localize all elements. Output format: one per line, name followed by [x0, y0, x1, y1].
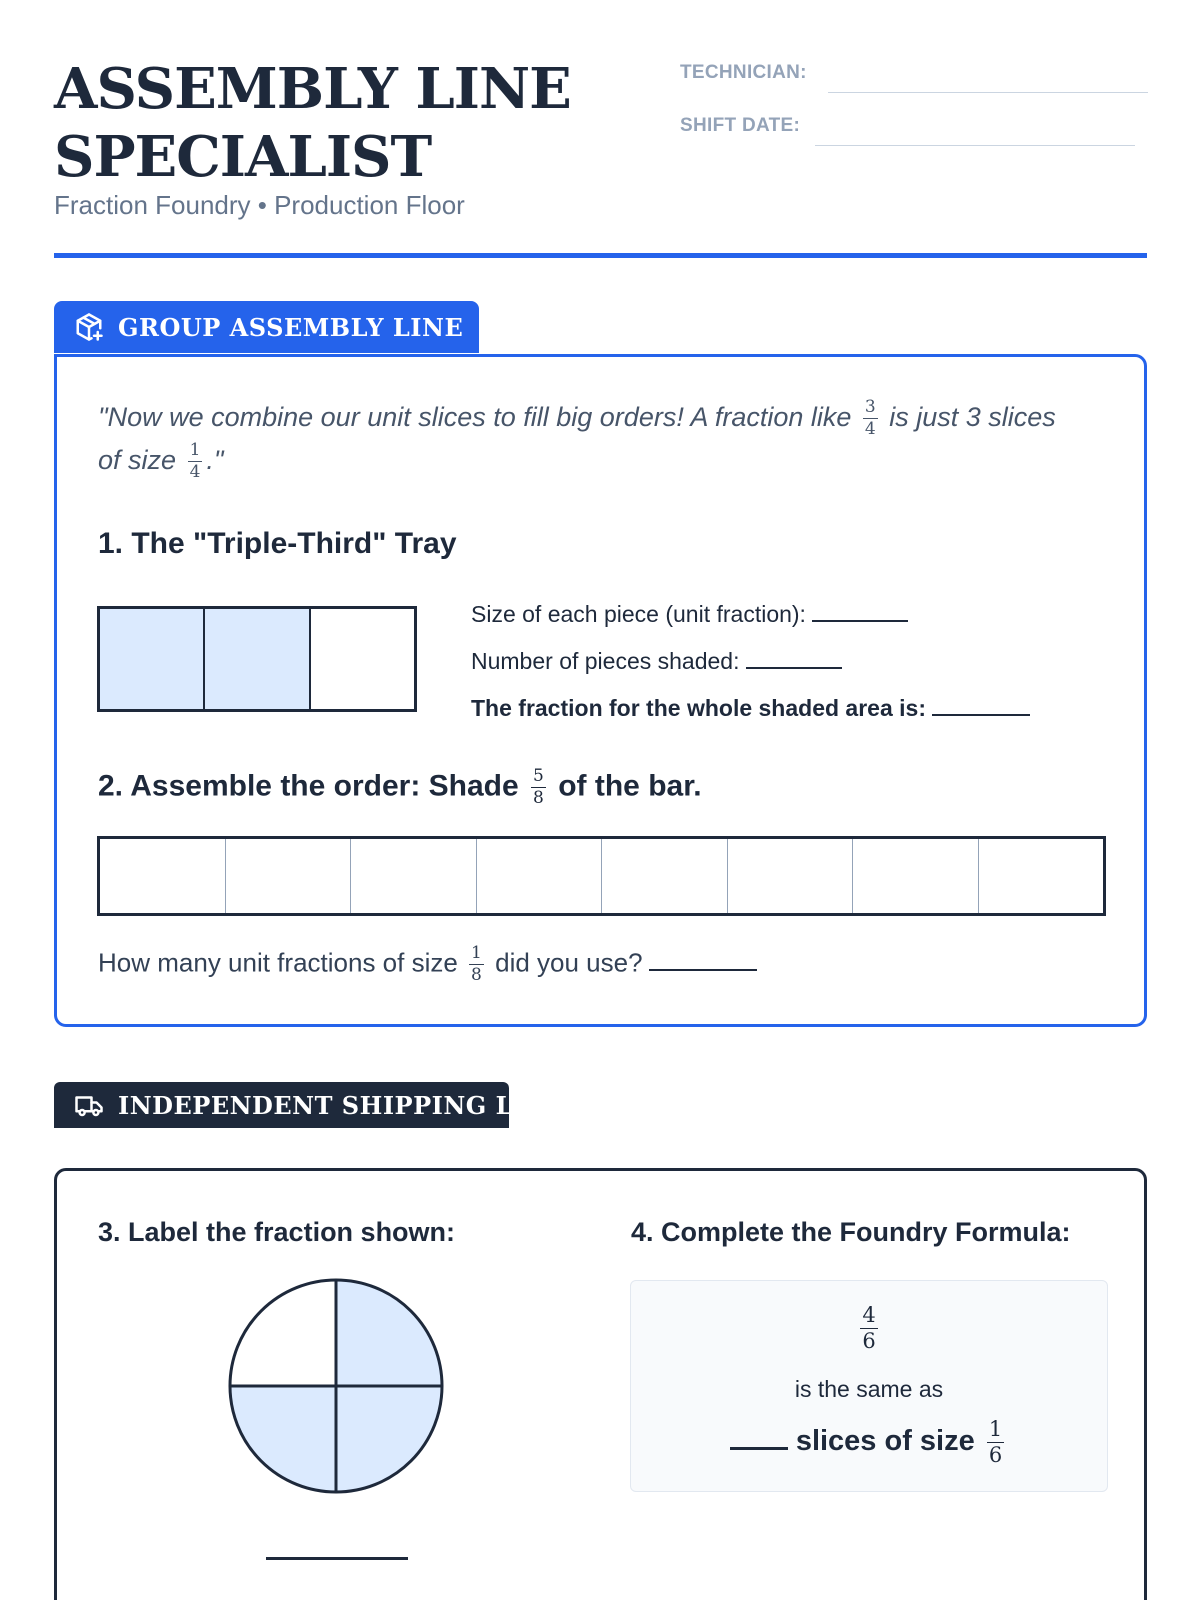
q1-pieces-prompt — [471, 647, 842, 675]
bar-segment[interactable] — [351, 839, 477, 913]
fraction-3-4: $\frac{3}{4}$ — [864, 397, 876, 440]
formula-slices-line — [631, 1419, 1107, 1466]
title-line-1: ASSEMBLY LINE — [54, 56, 571, 122]
formula-fraction-1-6: $\frac{1}{6}$ — [988, 1417, 1003, 1467]
tray-cell — [205, 609, 310, 709]
bar-segment[interactable] — [728, 839, 854, 913]
q1-whole-fraction-blank[interactable] — [932, 694, 1030, 716]
fraction-1-4: $\frac{1}{4}$ — [189, 440, 201, 483]
formula-slices-text: slices of size — [795, 1425, 975, 1458]
quote-text-1: "Now we combine our unit slices to fill big orders! A fraction like — [98, 402, 852, 432]
bar-segment[interactable] — [979, 839, 1104, 913]
q1-line-3-text: The fraction for the whole shaded area is: — [471, 695, 926, 721]
q1-whole-fraction-prompt — [471, 694, 1030, 722]
q2-heading-text-2: of the bar. — [558, 769, 702, 803]
technician-label: TECHNICIAN: — [680, 62, 807, 83]
q1-line-1-text: Size of each piece (unit fraction): — [471, 601, 806, 627]
intro-quote — [98, 396, 1058, 482]
page-title — [54, 55, 571, 191]
fraction-5-8: $\frac{5}{8}$ — [533, 766, 544, 808]
bar-segment[interactable] — [226, 839, 352, 913]
q1-line-2-text: Number of pieces shaded: — [471, 648, 740, 674]
triple-third-tray — [97, 606, 417, 712]
q1-unit-fraction-prompt — [471, 600, 908, 628]
quote-text-2: is just 3 slices of size — [98, 402, 1056, 475]
formula-fraction-4-6: $\frac{4}{6}$ — [862, 1303, 876, 1353]
tray-cell — [311, 609, 414, 709]
q2-ask-text-1: How many unit fractions of size — [98, 947, 458, 978]
q2-answer-blank[interactable] — [649, 949, 757, 971]
quote-text-3: ." — [206, 445, 224, 475]
q3-answer-blank[interactable] — [266, 1557, 408, 1560]
eighths-bar[interactable] — [97, 836, 1106, 916]
q2-ask-text-2: did you use? — [495, 947, 643, 978]
header-divider — [54, 253, 1147, 258]
question-4-heading: 4. Complete the Foundry Formula: — [631, 1217, 1071, 1247]
title-line-2: SPECIALIST — [54, 124, 432, 190]
q2-heading-text-1: 2. Assemble the order: Shade — [98, 769, 519, 803]
box-plus-icon — [74, 312, 104, 342]
question-2-heading — [98, 768, 702, 807]
page-subtitle: Fraction Foundry • Production Floor — [54, 190, 465, 220]
truck-icon — [74, 1090, 104, 1120]
shift-date-field[interactable] — [815, 145, 1135, 146]
quartered-circle — [228, 1278, 444, 1499]
foundry-formula-card — [630, 1280, 1108, 1492]
shift-date-label: SHIFT DATE: — [680, 115, 801, 136]
question-1-heading: 1. The "Triple-Third" Tray — [98, 527, 457, 560]
q1-pieces-blank[interactable] — [746, 647, 842, 669]
question-3-heading: 3. Label the fraction shown: — [98, 1217, 456, 1247]
bar-segment[interactable] — [853, 839, 979, 913]
bar-segment[interactable] — [477, 839, 603, 913]
group-assembly-tab-label: GROUP ASSEMBLY LINE — [118, 312, 464, 342]
q2-question — [98, 945, 757, 984]
q4-answer-blank[interactable] — [730, 1426, 788, 1450]
bar-segment[interactable] — [602, 839, 728, 913]
technician-field[interactable] — [828, 92, 1148, 93]
group-assembly-tab — [54, 301, 479, 353]
q1-unit-fraction-blank[interactable] — [812, 600, 908, 622]
independent-shipping-tab — [54, 1082, 556, 1128]
bar-segment[interactable] — [100, 839, 226, 913]
formula-same-as: is the same as — [794, 1376, 944, 1402]
fraction-1-8: $\frac{1}{8}$ — [471, 943, 482, 985]
independent-shipping-tab-label: INDEPENDENT SHIPPING LOG — [118, 1090, 556, 1120]
tray-cell — [100, 609, 205, 709]
